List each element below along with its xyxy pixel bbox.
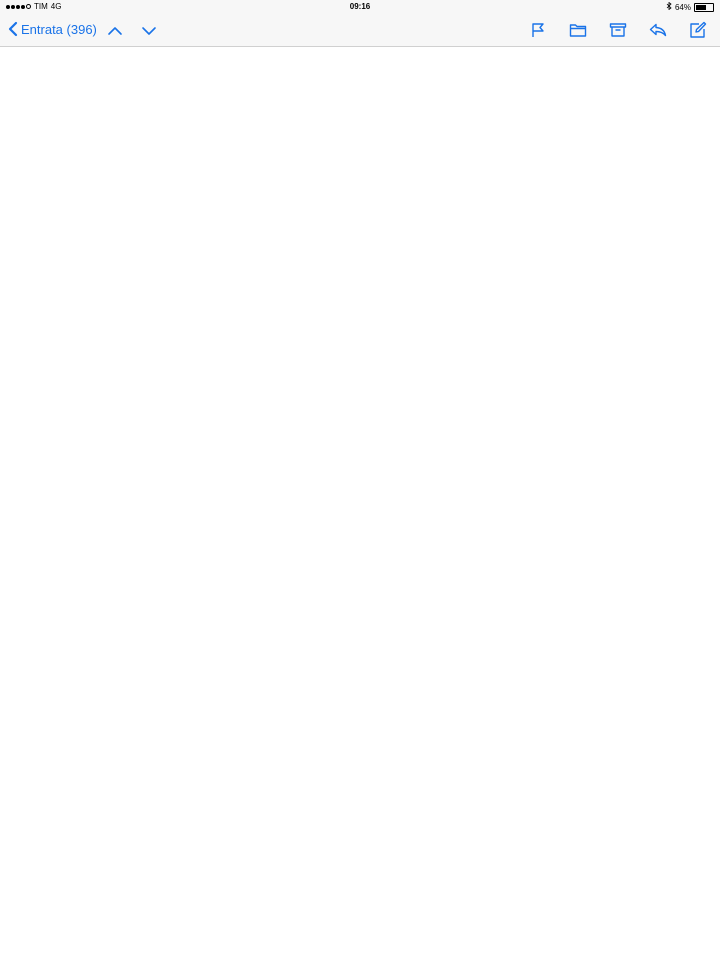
compose-icon bbox=[689, 21, 707, 39]
reply-button[interactable] bbox=[648, 21, 668, 39]
archive-icon bbox=[609, 22, 627, 38]
folder-icon bbox=[569, 22, 587, 38]
battery-icon bbox=[694, 3, 714, 12]
carrier-name: TIM bbox=[34, 2, 48, 11]
status-right bbox=[666, 2, 714, 12]
network-type: 4G bbox=[50, 2, 62, 11]
flag-icon bbox=[531, 22, 545, 38]
navigation-bar bbox=[0, 14, 720, 47]
chevron-up-icon bbox=[107, 26, 123, 36]
reply-icon bbox=[649, 22, 667, 38]
bluetooth-icon bbox=[666, 2, 672, 12]
archive-button[interactable] bbox=[608, 21, 628, 39]
message-nav-arrows bbox=[105, 22, 159, 40]
flag-button[interactable] bbox=[528, 21, 548, 39]
compose-button[interactable] bbox=[688, 21, 708, 39]
previous-message-button[interactable] bbox=[105, 22, 125, 40]
chevron-left-icon bbox=[8, 21, 18, 37]
next-message-button[interactable] bbox=[139, 22, 159, 40]
chevron-down-icon bbox=[141, 26, 157, 36]
back-label: Entrata (396) bbox=[21, 21, 97, 37]
message-actions bbox=[528, 21, 708, 39]
status-bar bbox=[0, 0, 720, 14]
back-button[interactable] bbox=[8, 21, 97, 37]
status-time: 09:16 bbox=[349, 2, 371, 11]
battery-percent: 64% bbox=[674, 2, 691, 12]
battery-fill bbox=[696, 5, 706, 10]
move-to-folder-button[interactable] bbox=[568, 21, 588, 39]
